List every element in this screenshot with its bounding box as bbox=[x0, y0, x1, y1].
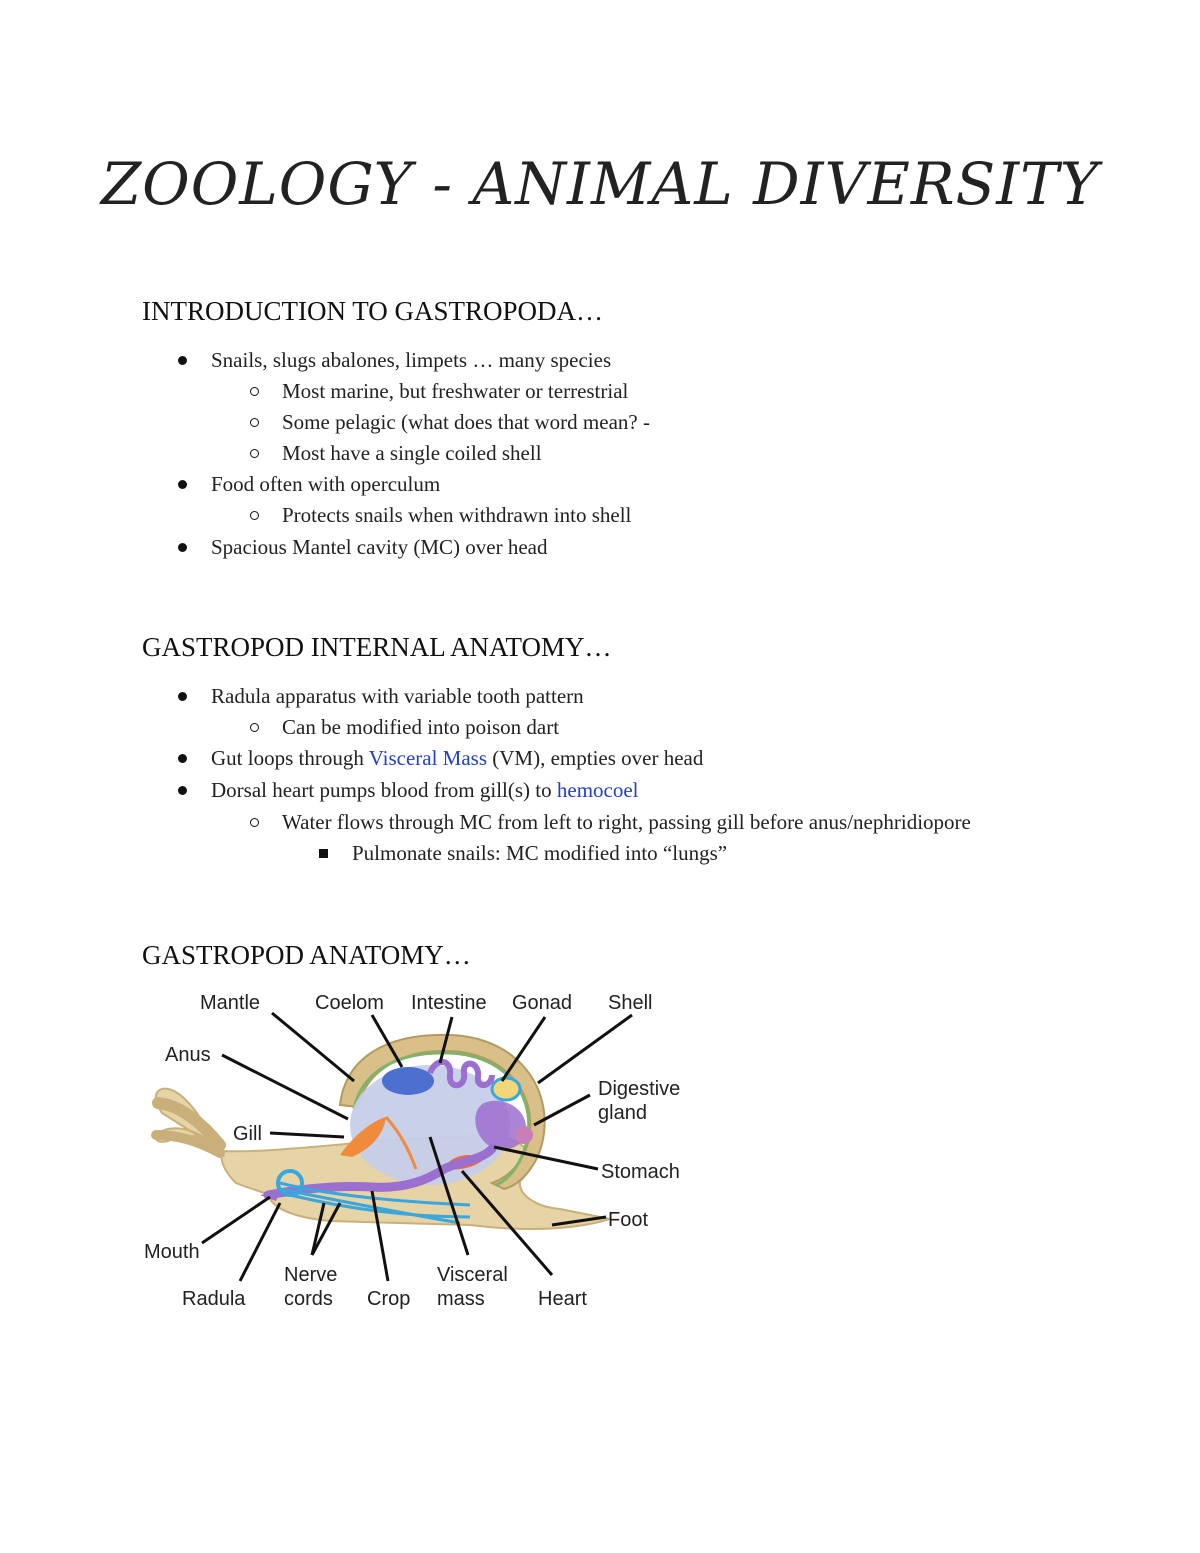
bullet-icon bbox=[178, 754, 187, 763]
hollow-bullet-icon bbox=[250, 511, 259, 520]
hollow-bullet-icon bbox=[250, 818, 259, 827]
bullet-icon bbox=[178, 543, 187, 552]
list-item: Gut loops through Visceral Mass (VM), empties over head bbox=[211, 746, 703, 771]
visceral-mass-link[interactable]: Visceral Mass bbox=[368, 746, 488, 770]
hollow-bullet-icon bbox=[250, 449, 259, 458]
coelom bbox=[382, 1067, 434, 1095]
list-item: Snails, slugs abalones, limpets … many species bbox=[211, 348, 611, 373]
label-mass: mass bbox=[437, 1288, 485, 1310]
list-item: Dorsal heart pumps blood from gill(s) to hemocoel bbox=[211, 778, 639, 803]
gonad bbox=[492, 1078, 520, 1100]
label-gill: Gill bbox=[233, 1123, 262, 1145]
list-item: Protects snails when withdrawn into shell bbox=[282, 503, 631, 528]
hemocoel-link[interactable]: hemocoel bbox=[556, 778, 639, 802]
label-gland: gland bbox=[598, 1102, 647, 1124]
section-heading-intro: INTRODUCTION TO GASTROPODA… bbox=[142, 296, 604, 326]
label-shell: Shell bbox=[608, 992, 653, 1014]
label-mantle: Mantle bbox=[200, 992, 261, 1014]
section-heading-internal-anatomy: GASTROPOD INTERNAL ANATOMY… bbox=[142, 632, 612, 662]
bullet-icon bbox=[178, 356, 187, 365]
list-item: Can be modified into poison dart bbox=[282, 715, 559, 740]
square-bullet-icon bbox=[319, 849, 328, 858]
snail-anatomy-diagram bbox=[140, 985, 700, 1315]
bullet-icon bbox=[178, 786, 187, 795]
page-title: ZOOLOGY - ANIMAL DIVERSITY bbox=[100, 150, 1100, 218]
label-visceral: Visceral bbox=[437, 1264, 508, 1286]
label-nerve: Nerve bbox=[284, 1264, 338, 1286]
label-cords: cords bbox=[284, 1288, 333, 1310]
label-stomach: Stomach bbox=[601, 1161, 680, 1183]
list-item: Water flows through MC from left to right, passing gill before anus/nephridiopore bbox=[282, 810, 971, 835]
label-anus: Anus bbox=[165, 1044, 211, 1066]
list-item: Radula apparatus with variable tooth pattern bbox=[211, 684, 584, 709]
label-mouth: Mouth bbox=[144, 1241, 200, 1263]
digestive-gland-tip bbox=[515, 1126, 533, 1144]
label-radula: Radula bbox=[182, 1288, 246, 1310]
section-heading-anatomy: GASTROPOD ANATOMY… bbox=[142, 940, 471, 970]
list-item: Food often with operculum bbox=[211, 472, 440, 497]
hollow-bullet-icon bbox=[250, 387, 259, 396]
list-item: Pulmonate snails: MC modified into “lungs” bbox=[352, 841, 727, 866]
list-item: Some pelagic (what does that word mean? - bbox=[282, 410, 650, 435]
list-item: Most marine, but freshwater or terrestrial bbox=[282, 379, 628, 404]
label-heart: Heart bbox=[538, 1288, 587, 1310]
label-gonad: Gonad bbox=[512, 992, 573, 1014]
label-crop: Crop bbox=[367, 1288, 411, 1310]
label-intestine: Intestine bbox=[411, 992, 487, 1014]
bullet-icon bbox=[178, 692, 187, 701]
list-item: Spacious Mantel cavity (MC) over head bbox=[211, 535, 548, 560]
label-foot: Foot bbox=[608, 1209, 649, 1231]
hollow-bullet-icon bbox=[250, 723, 259, 732]
bullet-icon bbox=[178, 480, 187, 489]
hollow-bullet-icon bbox=[250, 418, 259, 427]
list-item: Most have a single coiled shell bbox=[282, 441, 542, 466]
label-digestive: Digestive bbox=[598, 1078, 681, 1100]
label-coelom: Coelom bbox=[315, 992, 384, 1014]
